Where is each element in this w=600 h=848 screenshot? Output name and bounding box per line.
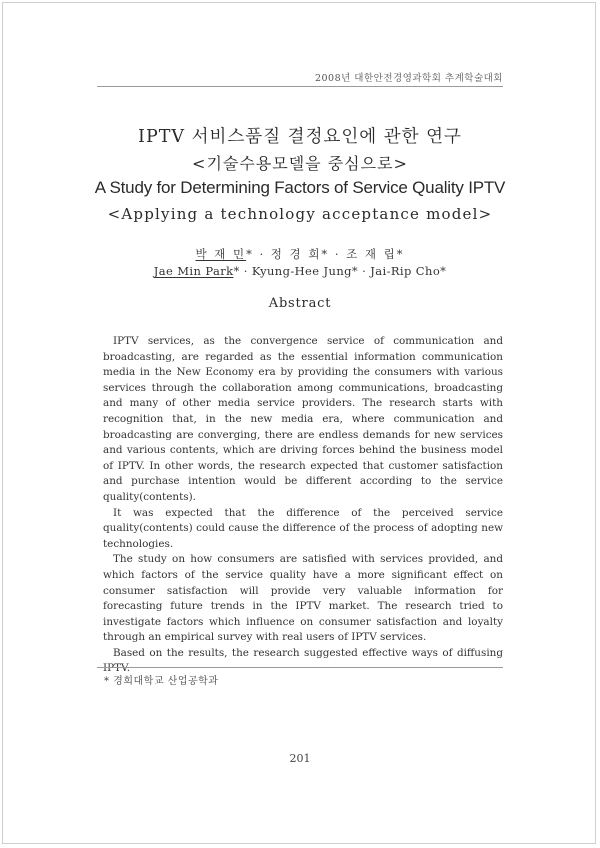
subtitle-english: <Applying a technology acceptance model> <box>107 205 493 223</box>
authors-rest-korean: * · 정 경 희* · 조 재 립* <box>246 247 405 261</box>
abstract-body <box>103 334 503 677</box>
author-first-english: Jae Min Park <box>153 264 234 278</box>
abstract-paragraph: The study on how consumers are satisfied with services provided, and which factors of the service quality have a more significant effect on consumer satisfaction will provide very valuable information for forecasting future trends in the IPTV market. The research tried to investigate factors which influence on consumer satisfaction and loyalty through an empirical survey with real users of IPTV services. <box>103 553 503 644</box>
authors-rest-english: * · Kyung-Hee Jung* · Jai-Rip Cho* <box>233 264 447 278</box>
author-first-korean: 박 재 민 <box>195 247 247 261</box>
abstract-paragraph: It was expected that the difference of the perceived service quality(contents) could cause the difference of the process of adopting new technologies. <box>103 506 503 550</box>
running-head: 2008년 대한안전경영과학회 추계학술대회 <box>314 73 503 84</box>
subtitle-korean: <기술수용모델을 중심으로> <box>192 154 408 173</box>
title-english: A Study for Determining Factors of Service Quality IPTV <box>94 178 506 197</box>
header-rule <box>97 86 503 87</box>
authors-english <box>0 264 600 278</box>
abstract-paragraph: Based on the results, the research suggested effective ways of diffusing IPTV. <box>103 646 503 675</box>
abstract-heading: Abstract <box>268 296 332 311</box>
title-korean: IPTV 서비스품질 결정요인에 관한 연구 <box>138 127 462 147</box>
footnote-affiliation: * 경희대학교 산업공학과 <box>104 676 219 687</box>
footnote-rule <box>97 667 503 668</box>
authors-korean <box>0 246 600 262</box>
page-number: 201 <box>289 752 311 765</box>
abstract-paragraph: IPTV services, as the convergence service of communication and broadcasting, are regarded as the essential information communication media in the New Economy era by providing the consumers with various services through the collaboration among communications, broadcasting and many of other media service providers. The research starts with recognition that, in the new media era, where communication and broadcasting are converging, there are endless demands for new services and various contents, which are driving forces behind the business model of IPTV. In other words, the research expected that customer satisfaction and purchase intention would be different according to the service quality(contents). <box>103 335 503 503</box>
